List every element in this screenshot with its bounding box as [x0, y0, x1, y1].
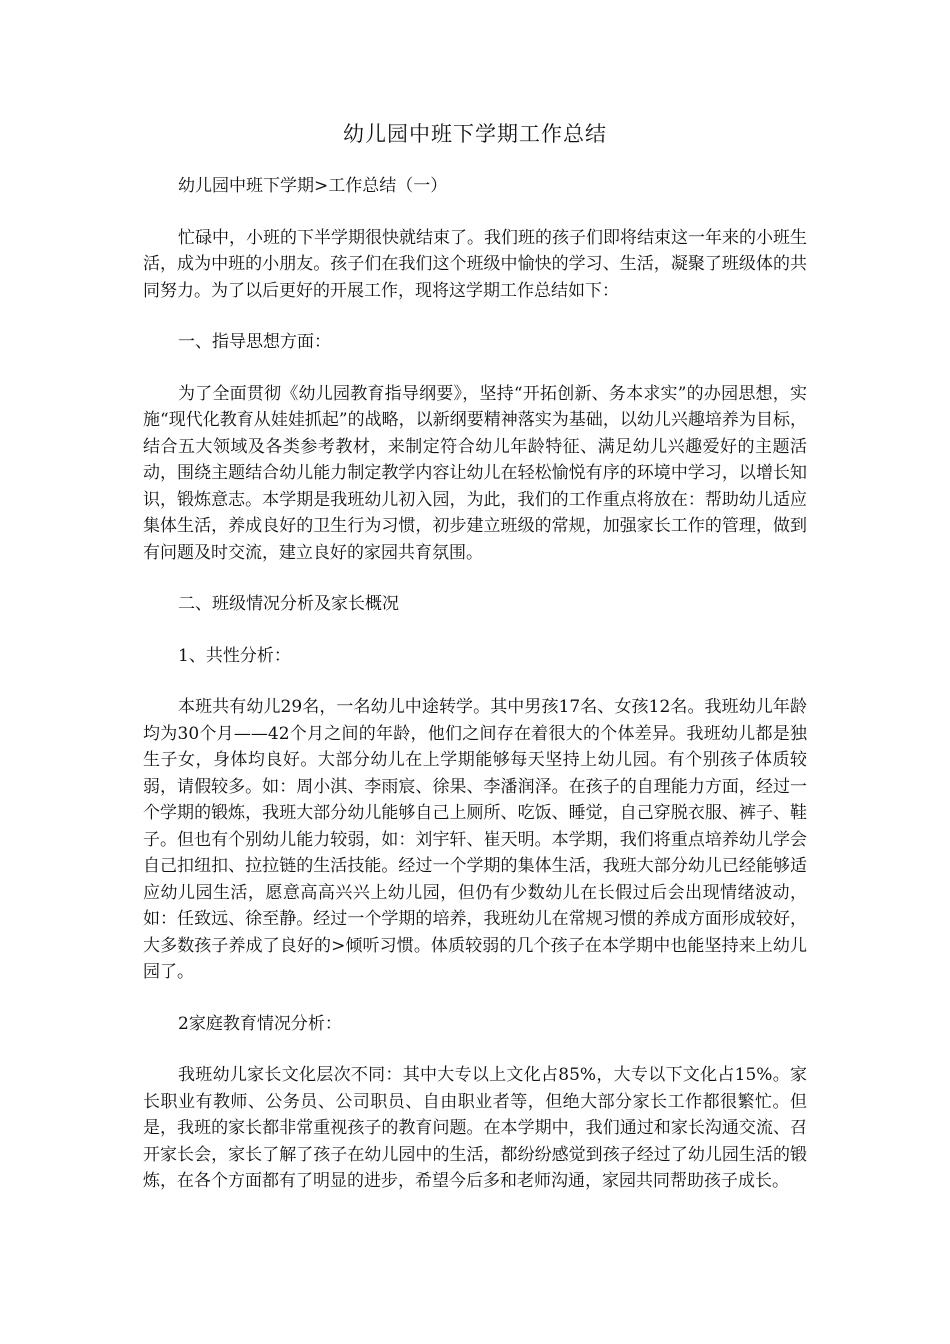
intro-paragraph: 忙碌中，小班的下半学期很快就结束了。我们班的孩子们即将结束这一年来的小班生活，成为中班的小朋友。孩子们在我们这个班级中愉快的学习、生活，凝聚了班级体的共同努力。为了以后更好的开展工作，现将这学期工作总结如下：	[143, 227, 807, 301]
document-title: 幼儿园中班下学期工作总结	[343, 122, 607, 146]
common-analysis-paragraph: 本班共有幼儿29名，一名幼儿中途转学。其中男孩17名、女孩12名。我班幼儿年龄均为30个月——42个月之间的年龄，他们之间存在着很大的个体差异。我班幼儿都是独生子女，身体均良好。大部分幼儿在上学期能够每天坚持上幼儿园。有个别孩子体质较弱，请假较多。如：周小淇、李雨宸、徐果、李潘润泽。在孩子的自理能力方面，经过一个学期的锻炼，我班大部分幼儿能够自己上厕所、吃饭、睡觉，自己穿脱衣服、裤子、鞋子。但也有个别幼儿能力较弱，如：刘宇轩、崔天明。本学期，我们将重点培养幼儿学会自己扣纽扣、拉拉链的生活技能。经过一个学期的集体生活，我班大部分幼儿已经能够适应幼儿园生活，愿意高高兴兴上幼儿园，但仍有少数幼儿在长假过后会出现情绪波动，如：任致远、徐至静。经过一个学期的培养，我班幼儿在常规习惯的养成方面形成较好，大多数孩子养成了良好的>倾听习惯。体质较弱的几个孩子在本学期中也能坚持来上幼儿园了。	[143, 697, 807, 982]
subtitle-paragraph: 幼儿园中班下学期>工作总结（一）	[178, 176, 448, 196]
section-heading-guiding-thought: 一、指导思想方面：	[178, 332, 331, 352]
section-heading-class-analysis: 二、班级情况分析及家长概况	[178, 594, 399, 614]
subsection-heading-family-education: 2家庭教育情况分析：	[178, 1013, 342, 1034]
family-education-paragraph: 我班幼儿家长文化层次不同：其中大专以上文化占85%，大专以下文化占15%。家长职业有教师、公务员、公司职员、自由职业者等，但绝大部分家长工作都很繁忙。但是，我班的家长都非常重视孩子的教育问题。在本学期中，我们通过和家长沟通交流、召开家长会，家长了解了孩子在幼儿园中的生活，都纷纷感觉到孩子经过了幼儿园生活的锻炼，在各个方面都有了明显的进步，希望今后多和老师沟通，家园共同帮助孩子成长。	[143, 1065, 807, 1191]
guiding-thought-paragraph: 为了全面贯彻《幼儿园教育指导纲要》，坚持“开拓创新、务本求实”的办园思想，实施“现代化教育从娃娃抓起”的战略，以新纲要精神落实为基础，以幼儿兴趣培养为目标，结合五大领域及各类参考教材，来制定符合幼儿年龄特征、满足幼儿兴趣爱好的主题活动，围绕主题结合幼儿能力制定教学内容让幼儿在轻松愉悦有序的环境中学习，以增长知识，锻炼意志。本学期是我班幼儿初入园，为此，我们的工作重点将放在：帮助幼儿适应集体生活，养成良好的卫生行为习惯，初步建立班级的常规，加强家长工作的管理，做到有问题及时交流，建立良好的家园共育氛围。	[143, 383, 807, 563]
subsection-heading-common-analysis: 1、共性分析：	[178, 645, 291, 666]
